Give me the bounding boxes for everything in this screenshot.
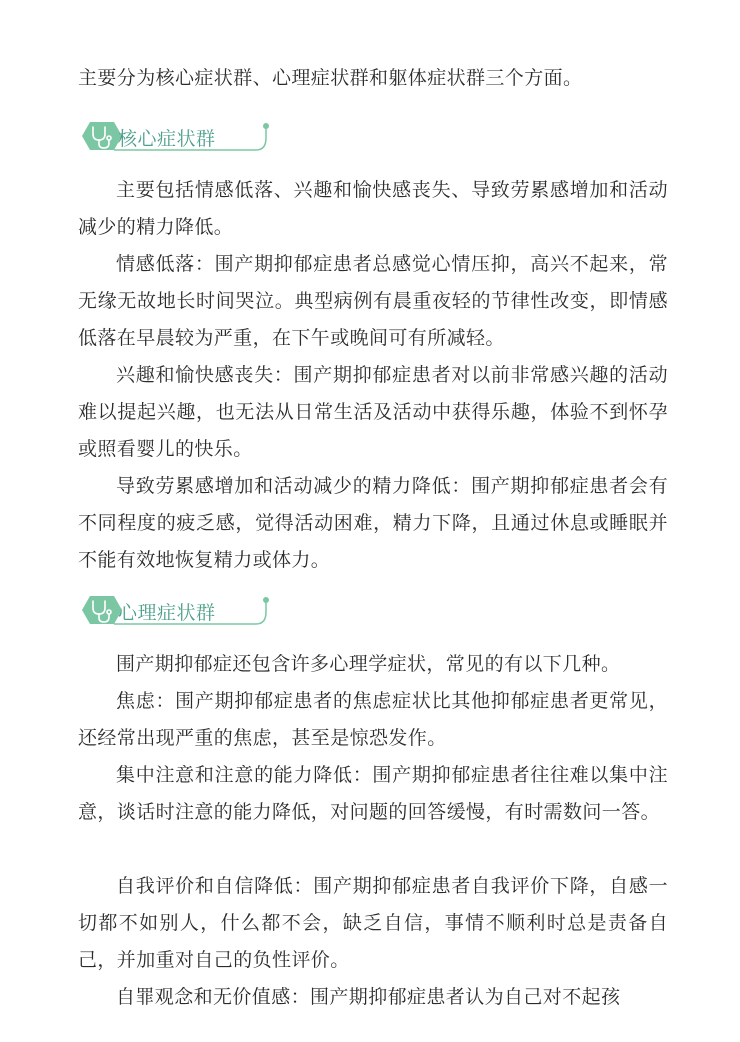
core-paragraph-2: 情感低落：围产期抑郁症患者总感觉心情压抑，高兴不起来，常无缘无故地长时间哭泣。典型病例有晨重夜轻的节律性改变，即情感低落在早晨较为严重，在下午或晚间可有所减轻。 [78,253,668,349]
core-paragraph-1: 主要包括情感低落、兴趣和愉快感丧失、导致劳累感增加和活动减少的精力降低。 [78,179,668,238]
psych-paragraph-1: 围产期抑郁症还包含许多心理学症状，常见的有以下几种。 [116,653,621,675]
section-heading-core [76,118,276,154]
section-title-core: 核心症状群 [118,128,216,150]
intro-paragraph: 主要分为核心症状群、心理症状群和躯体症状群三个方面。 [78,67,583,89]
section-heading-psych [76,592,276,628]
core-paragraph-4: 导致劳累感增加和活动减少的精力降低：围产期抑郁症患者会有不同程度的疲乏感，觉得活动困难，精力下降，且通过休息或睡眠并不能有效地恢复精力或体力。 [78,475,668,571]
core-paragraph-3: 兴趣和愉快感丧失：围产期抑郁症患者对以前非常感兴趣的活动难以提起兴趣，也无法从日常生活及活动中获得乐趣，体验不到怀孕或照看婴儿的快乐。 [78,364,668,460]
psych-paragraph-3: 集中注意和注意的能力降低：围产期抑郁症患者往往难以集中注意，谈话时注意的能力降低，对问题的回答缓慢，有时需数问一答。 [78,764,668,823]
psych-paragraph-4: 自我评价和自信降低：围产期抑郁症患者自我评价下降，自感一切都不如别人，什么都不会，缺乏自信，事情不顺利时总是责备自己，并加重对自己的负性评价。 [78,875,668,971]
psych-paragraph-5: 自罪观念和无价值感：围产期抑郁症患者认为自己对不起孩 [116,986,621,1008]
psych-paragraph-2: 焦虑：围产期抑郁症患者的焦虑症状比其他抑郁症患者更常见，还经常出现严重的焦虑，甚至是惊恐发作。 [78,690,668,749]
section-title-psych: 心理症状群 [118,602,216,624]
